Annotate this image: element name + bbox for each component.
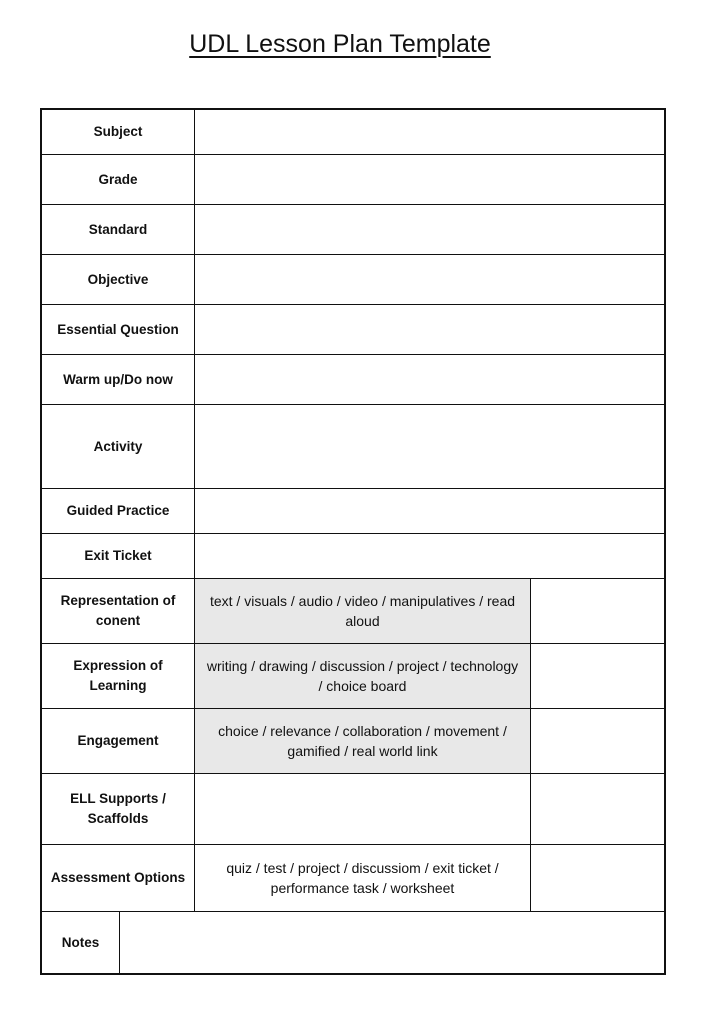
row-grade [42, 155, 664, 205]
field-essential-question[interactable] [195, 305, 664, 354]
field-ell-supports[interactable] [195, 774, 531, 844]
row-label-essential-question: Essential Question [42, 305, 195, 354]
row-label-standard: Standard [42, 205, 195, 254]
row-label-notes: Notes [42, 912, 120, 973]
row-label-guided-practice: Guided Practice [42, 489, 195, 533]
lesson-plan-table [40, 108, 666, 975]
field-grade[interactable] [195, 155, 664, 204]
row-label-representation: Representation of conent [42, 579, 195, 643]
row-subject [42, 110, 664, 155]
row-objective [42, 255, 664, 305]
field-ell-supports-notes[interactable] [531, 774, 664, 844]
field-representation-options: text / visuals / audio / video / manipulatives / read aloud [195, 579, 531, 643]
row-warm-up [42, 355, 664, 405]
row-label-objective: Objective [42, 255, 195, 304]
row-label-expression: Expression of Learning [42, 644, 195, 708]
row-label-activity: Activity [42, 405, 195, 488]
row-guided-practice [42, 489, 664, 534]
row-standard [42, 205, 664, 255]
field-assessment-options: quiz / test / project / discussiom / exit ticket / performance task / worksheet [195, 845, 531, 911]
row-label-ell-supports: ELL Supports / Scaffolds [42, 774, 195, 844]
row-notes [42, 912, 664, 973]
field-objective[interactable] [195, 255, 664, 304]
row-assessment [42, 845, 664, 912]
row-label-grade: Grade [42, 155, 195, 204]
field-expression-notes[interactable] [531, 644, 664, 708]
field-representation-notes[interactable] [531, 579, 664, 643]
field-activity[interactable] [195, 405, 664, 488]
field-expression-options: writing / drawing / discussion / project / technology / choice board [195, 644, 531, 708]
field-engagement-notes[interactable] [531, 709, 664, 773]
field-subject[interactable] [195, 110, 664, 154]
field-warm-up[interactable] [195, 355, 664, 404]
field-guided-practice[interactable] [195, 489, 664, 533]
row-label-engagement: Engagement [42, 709, 195, 773]
row-label-exit-ticket: Exit Ticket [42, 534, 195, 578]
field-notes[interactable] [120, 912, 664, 973]
field-engagement-options: choice / relevance / collaboration / movement / gamified / real world link [195, 709, 531, 773]
field-assessment-notes[interactable] [531, 845, 664, 911]
field-standard[interactable] [195, 205, 664, 254]
row-exit-ticket [42, 534, 664, 579]
row-essential-question [42, 305, 664, 355]
row-representation [42, 579, 664, 644]
row-activity [42, 405, 664, 489]
row-label-assessment: Assessment Options [42, 845, 195, 911]
row-expression [42, 644, 664, 709]
page-title: UDL Lesson Plan Template [189, 30, 491, 58]
row-ell-supports [42, 774, 664, 845]
row-engagement [42, 709, 664, 774]
field-exit-ticket[interactable] [195, 534, 664, 578]
row-label-warm-up: Warm up/Do now [42, 355, 195, 404]
row-label-subject: Subject [42, 110, 195, 154]
